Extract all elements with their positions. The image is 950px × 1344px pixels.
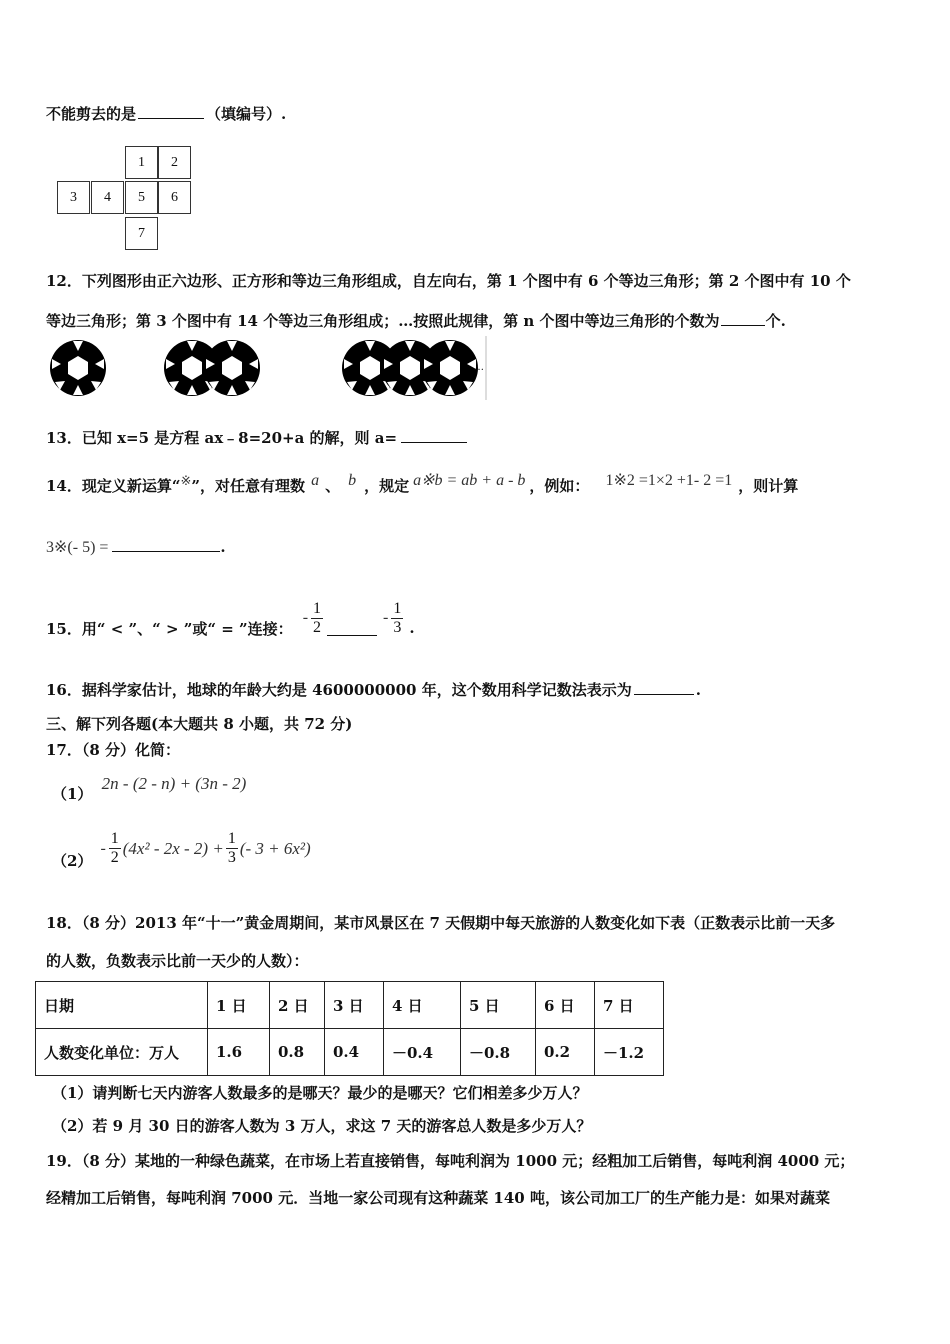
q15	[46, 593, 415, 643]
q14-post: ，则计算	[738, 477, 799, 495]
table-cell: －0.8	[461, 1029, 536, 1076]
q15-fraction-2	[391, 600, 403, 637]
q17-p2-label: （2）	[52, 852, 93, 870]
net-cell-1: 1	[125, 146, 158, 179]
q11-answer-blank[interactable]	[138, 104, 204, 119]
q11-tail	[46, 103, 286, 124]
q17-p2-f1-num: 1	[110, 830, 119, 847]
table-header-row	[36, 982, 664, 1029]
q14-example: 1※2 =1×2 +1- 2 =1	[605, 472, 733, 489]
q11-text: 不能剪去的是	[46, 105, 137, 123]
q17-part1	[52, 773, 247, 803]
q15-f2-den: 3	[393, 618, 402, 636]
q14-rule: a※b = ab + a - b	[413, 472, 526, 489]
table-cell: 0.8	[270, 1029, 325, 1076]
q17-p1-label: （1）	[52, 785, 93, 803]
table-row	[36, 1029, 664, 1076]
table-header-cell: 2 日	[270, 982, 325, 1029]
q14-expr: 3※(- 5) =	[46, 539, 109, 556]
q17-p2-fraction-2	[226, 830, 238, 867]
net-cell-6: 6	[158, 181, 191, 214]
q15-f1-sign: -	[302, 609, 309, 626]
q12-line1: 12．下列图形由正六边形、正方形和等边三角形组成，自左向右，第 1 个图中有 6 个等边三角形；第 2 个图中有 10 个	[46, 272, 851, 290]
q16-answer-blank[interactable]	[634, 680, 694, 695]
q15-fraction-1	[311, 600, 323, 637]
net-cell-2: 2	[158, 146, 191, 179]
pattern-2	[164, 340, 260, 396]
q13	[46, 427, 467, 448]
table-cell: －0.4	[384, 1029, 461, 1076]
table-cell: 1.6	[208, 1029, 270, 1076]
table-header-cell: 7 日	[595, 982, 664, 1029]
table-cell: 0.4	[325, 1029, 384, 1076]
table-header-cell: 1 日	[208, 982, 270, 1029]
q16	[46, 679, 701, 700]
q14-mid1: ”，对任意有理数	[191, 477, 306, 495]
q15-f2-num: 1	[393, 599, 402, 617]
q17-p2-sign: -	[100, 839, 106, 857]
q17-p2-f2-den: 3	[227, 849, 236, 866]
q17-title: 17．（8 分）化简：	[46, 741, 181, 759]
q14-line1	[46, 470, 798, 496]
q14-sep: 、	[325, 477, 341, 495]
table-cell: 人数变化单位：万人	[36, 1029, 208, 1076]
q14-var-b: b	[348, 472, 357, 489]
q17-p2-tail: (- 3 + 6x²)	[239, 838, 311, 858]
table-cell: 0.2	[536, 1029, 595, 1076]
q12-line2-end: 个.	[765, 312, 786, 330]
cube-net-figure	[57, 146, 197, 252]
q14-var-a: a	[311, 472, 320, 489]
q14-answer-blank[interactable]	[112, 537, 220, 552]
q18-sub2: （2）若 9 月 30 日的游客人数为 3 万人，求这 7 天的游客总人数是多少万人？	[52, 1117, 592, 1135]
q14-line2	[46, 537, 226, 557]
q14-symbol: ※	[180, 473, 192, 488]
q15-f1-den: 2	[313, 618, 322, 636]
net-cell-5: 5	[125, 181, 158, 214]
q17-p1-expr: 2n - (2 - n) + (3n - 2)	[101, 774, 247, 793]
pattern-ellipsis: …	[474, 362, 484, 373]
q18-line1: 18．（8 分）2013 年“十一”黄金周期间，某市风景区在 7 天假期中每天旅游的人数变化如下表（正数表示比前一天多	[46, 914, 836, 932]
q18-line2: 的人数，负数表示比前一天少的人数）：	[46, 952, 309, 970]
q17-p2-mid: (4x² - 2x - 2) +	[122, 838, 224, 858]
net-cell-4: 4	[91, 181, 124, 214]
table-header-cell: 3 日	[325, 982, 384, 1029]
q12-line2	[46, 310, 786, 331]
q15-pre: 15．用“ < ”、“ > ”或“ = ”连接：	[46, 619, 293, 638]
table-header-cell: 日期	[36, 982, 208, 1029]
q19-line2: 经精加工后销售，每吨利润 7000 元．当地一家公司现有这种蔬菜 140 吨，该公司加工厂的生产能力是：如果对蔬菜	[46, 1189, 830, 1207]
q16-text: 16．据科学家估计，地球的年龄大约是 4600000000 年，这个数用科学记数法表示为	[46, 681, 632, 699]
q14-pre: 14．现定义新运算“	[46, 477, 181, 495]
q13-answer-blank[interactable]	[401, 428, 467, 443]
q14-end: .	[220, 538, 226, 556]
hexagon-pattern-svg	[46, 336, 492, 400]
pattern-1	[50, 340, 106, 396]
q15-answer-blank[interactable]	[327, 621, 377, 636]
q19-line1: 19．（8 分）某地的一种绿色蔬菜，在市场上若直接销售，每吨利润为 1000 元；经粗加工后销售，每吨利润 4000 元；	[46, 1152, 855, 1170]
pattern-3	[342, 340, 478, 396]
table-header-cell: 5 日	[461, 982, 536, 1029]
q12-answer-blank[interactable]	[721, 311, 765, 326]
q18-sub1: （1）请判断七天内游客人数最多的是哪天？最少的是哪天？它们相差多少万人？	[52, 1084, 588, 1102]
hexagon-pattern-figure	[46, 336, 492, 400]
q14-mid3: ，例如：	[529, 477, 590, 495]
section3-heading: 三、解下列各题(本大题共 8 小题，共 72 分)	[46, 715, 353, 733]
q14-mid2: ，规定	[364, 477, 410, 495]
q11-suffix: （填编号）.	[206, 105, 287, 123]
q15-end: .	[409, 619, 415, 637]
q12-line2-text: 等边三角形；第 3 个图中有 14 个等边三角形组成；…按照此规律，第 n 个图中等边三角形的个数为	[46, 312, 720, 330]
q13-text: 13．已知 x=5 是方程 ax﹣8=20+a 的解，则 a=	[46, 429, 398, 447]
q17-p2-fraction-1	[109, 830, 121, 867]
tourist-change-table	[35, 981, 664, 1076]
q17-p2-f1-den: 2	[110, 849, 119, 866]
q15-f2-sign: -	[383, 609, 389, 626]
table-cell: －1.2	[595, 1029, 664, 1076]
net-cell-7: 7	[125, 217, 158, 250]
q17-part2	[52, 826, 311, 871]
q16-end: .	[695, 681, 701, 699]
table-header-cell: 6 日	[536, 982, 595, 1029]
q15-f1-num: 1	[313, 599, 322, 617]
q17-p2-f2-num: 1	[227, 830, 236, 847]
net-cell-3: 3	[57, 181, 90, 214]
table-header-cell: 4 日	[384, 982, 461, 1029]
